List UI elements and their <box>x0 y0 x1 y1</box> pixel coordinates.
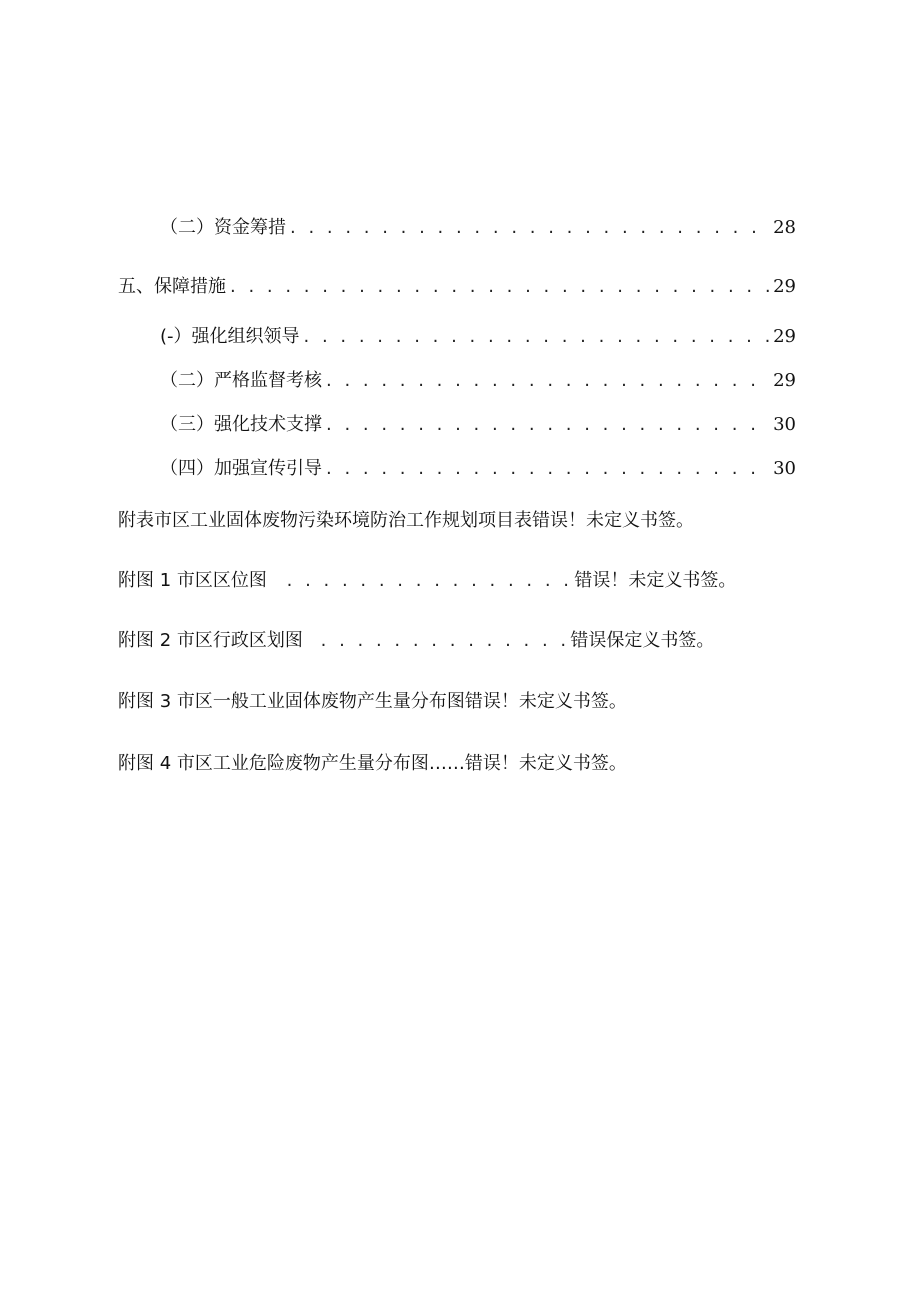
figure-label: 附图 1 市区区位图 <box>118 570 267 591</box>
dot-leader <box>230 273 769 301</box>
figure-entry[interactable]: 附图 3 市区一般工业固体废物产生量分布图错误！未定义书签。 <box>118 691 627 712</box>
figure-entry[interactable]: 附图 4 市区工业危险废物产生量分布图……错误！未定义书签。 <box>118 753 627 774</box>
toc-entry-title: (-）强化组织领导 <box>160 326 300 347</box>
toc-entry[interactable] <box>160 367 796 395</box>
toc-entry-page: 29 <box>773 276 796 297</box>
toc-entry-page: 30 <box>773 414 796 435</box>
figure-label: 附图 2 市区行政区划图 <box>118 630 303 651</box>
toc-entry-page: 29 <box>773 370 796 391</box>
figure-entry[interactable] <box>118 627 714 655</box>
figure-ref: 错误保定义书签。 <box>570 630 715 651</box>
dot-leader <box>304 323 770 351</box>
toc-entry-title: 五、保障措施 <box>118 276 226 297</box>
toc-entry[interactable] <box>160 455 796 483</box>
dot-leader <box>326 455 769 483</box>
dot-leader <box>287 567 569 595</box>
dot-leader <box>290 214 769 242</box>
toc-entry-page: 28 <box>773 217 796 238</box>
toc-entry-title: （四）加强宣传引导 <box>160 458 322 479</box>
appendix-table-entry[interactable]: 附表市区工业固体废物污染环境防治工作规划项目表错误！未定义书签。 <box>118 510 694 531</box>
dot-leader <box>326 411 769 439</box>
toc-entry[interactable] <box>118 273 796 301</box>
figure-ref: 错误！未定义书签。 <box>574 570 737 591</box>
toc-entry[interactable] <box>160 323 796 351</box>
toc-entry-page: 29 <box>773 326 796 347</box>
toc-entry-title: （三）强化技术支撑 <box>160 414 322 435</box>
dot-leader <box>326 367 769 395</box>
toc-entry[interactable] <box>160 214 796 242</box>
figure-entry[interactable] <box>118 567 736 595</box>
dot-leader <box>321 627 565 655</box>
toc-entry-title: （二）资金筹措 <box>160 217 286 238</box>
toc-entry-title: （二）严格监督考核 <box>160 370 322 391</box>
toc-entry[interactable] <box>160 411 796 439</box>
toc-entry-page: 30 <box>773 458 796 479</box>
